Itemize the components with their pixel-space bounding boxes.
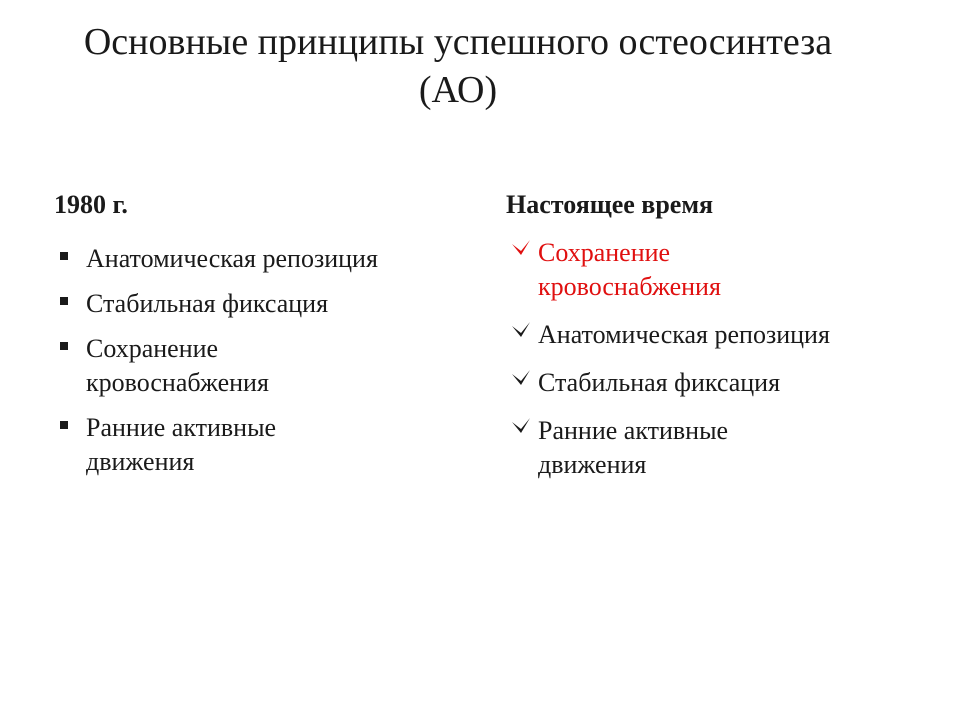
- square-bullet-icon: [60, 297, 68, 305]
- right-column: [506, 188, 936, 496]
- list-item-text: Стабильная фиксация: [538, 368, 781, 397]
- list-item-highlighted: [506, 236, 936, 304]
- list-item: [506, 318, 936, 352]
- arrow-check-bullet-icon: [510, 414, 532, 444]
- arrow-check-bullet-icon: [510, 366, 532, 396]
- left-column: [46, 188, 466, 490]
- list-item-text: Анатомическая репозиция: [538, 320, 830, 349]
- list-item: [46, 411, 466, 479]
- list-item: [506, 366, 936, 400]
- list-item-text-cont: движения: [86, 447, 195, 476]
- list-item: [46, 332, 466, 400]
- left-list: [46, 242, 466, 479]
- slide-title: [0, 18, 916, 114]
- list-item-text: Анатомическая репозиция: [86, 244, 378, 273]
- arrow-check-bullet-icon: [510, 318, 532, 348]
- square-bullet-icon: [60, 421, 68, 429]
- list-item-text: Сохранение: [86, 334, 219, 363]
- list-item-text: Ранние активные: [538, 416, 729, 445]
- list-item: [506, 414, 936, 482]
- square-bullet-icon: [60, 252, 68, 260]
- list-item-text-cont: кровоснабжения: [538, 272, 721, 301]
- list-item-text-cont: движения: [538, 450, 647, 479]
- list-item-text-cont: кровоснабжения: [86, 368, 269, 397]
- list-item: [46, 242, 466, 276]
- slide-title-line2: (АО): [418, 69, 498, 111]
- right-list: [506, 236, 936, 482]
- slide-title-line1: Основные принципы успешного остеосинтеза: [83, 21, 833, 63]
- list-item: [46, 287, 466, 321]
- arrow-check-bullet-icon: [510, 236, 532, 266]
- list-item-text: Сохранение: [538, 238, 671, 267]
- left-column-heading: 1980 г.: [54, 190, 128, 219]
- square-bullet-icon: [60, 342, 68, 350]
- list-item-text: Стабильная фиксация: [86, 289, 329, 318]
- list-item-text: Ранние активные: [86, 413, 277, 442]
- right-column-heading: Настоящее время: [506, 190, 714, 219]
